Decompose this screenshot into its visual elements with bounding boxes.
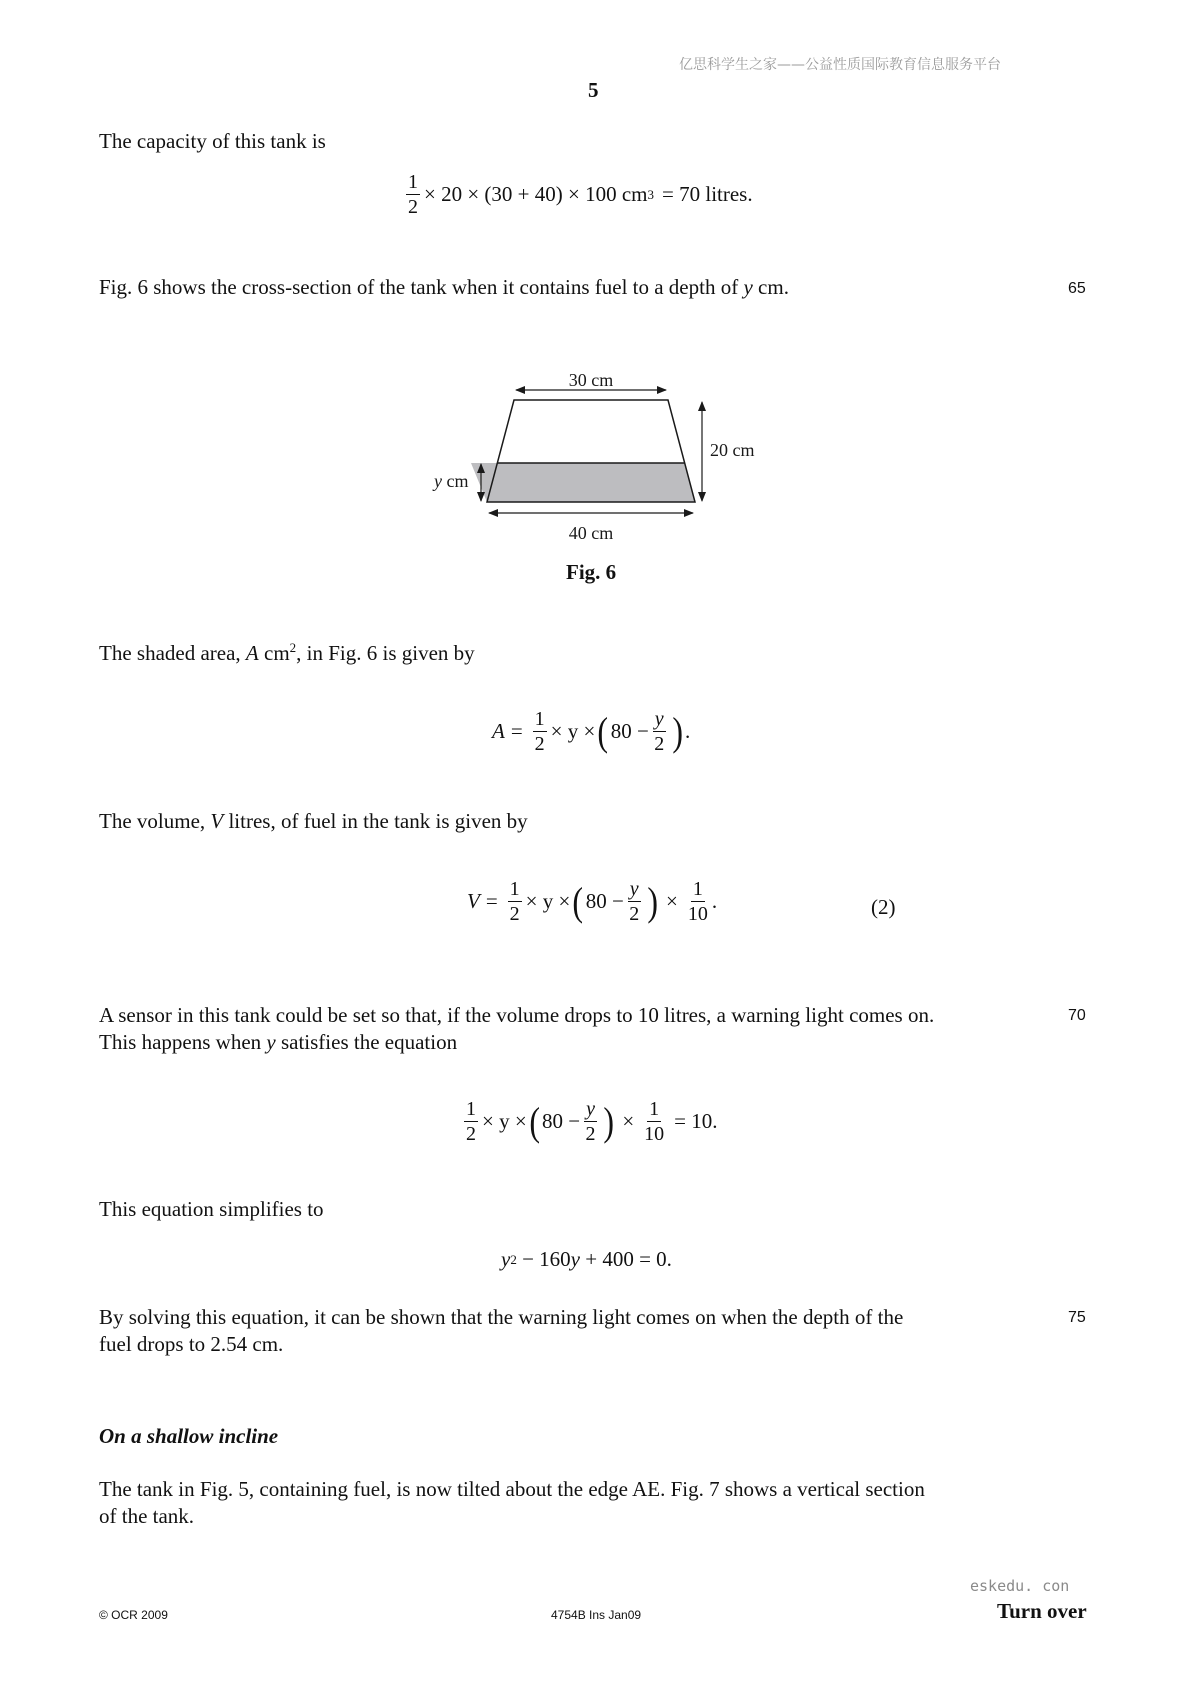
volume-intro [99,808,528,835]
volume-lhs: V [467,889,480,913]
sensor-line-2-end: satisfies the equation [280,1030,458,1054]
fuel-region [471,463,695,502]
fig6-intro-unit: cm. [758,275,789,299]
warning-end: = 10. [674,1109,718,1133]
area-equals: = [510,719,523,743]
footer-code: 4754B Ins Jan09 [551,1608,642,1622]
volume-end: . [711,889,718,913]
fraction-denominator: 2 [654,733,665,755]
shaded-intro-exponent: 2 [289,640,297,655]
warning-fraction-tenth [644,1099,664,1144]
capacity-result: = 70 litres. [662,182,753,206]
capacity-equation: $\frac{1}{2}$ × 20 × (30 + 40) × 100 cm 3 = 70 litres. [408,171,753,218]
warning-times-y: × y × [482,1109,527,1133]
volume-fraction-tenth [688,879,708,924]
fraction-denominator: 2 [509,903,520,925]
fraction-half [406,172,420,217]
fig6-intro [99,274,789,301]
right-paren: ) [672,708,683,754]
area-times-y: × y × [550,719,596,743]
quadratic-middle: − 160 [516,1247,571,1271]
sensor-paragraph [99,1002,934,1056]
line-number-65: 65 [1068,280,1086,297]
shaded-intro-variable: A [245,641,259,665]
fraction-denominator: 10 [687,903,708,925]
fraction-numerator: 1 [534,708,545,730]
volume-fraction-y-half [628,879,641,924]
sensor-line-1: A sensor in this tank could be set so that, if the volume drops to 10 litres, a warning light comes on. [99,1003,935,1027]
solving-line-2: fuel drops to 2.54 cm. [99,1332,284,1356]
solving-line-1: By solving this equation, it can be shown that the warning light comes on when the depth of the [99,1305,904,1329]
fraction-denominator: 2 [466,1123,476,1145]
fraction-numerator: 1 [692,878,703,900]
simplifies-text: This equation simplifies to [99,1197,324,1221]
depth-label-variable: y [434,471,442,491]
capacity-expression: × 20 × (30 + 40) × 100 cm [424,182,648,206]
volume-times-y: × y × [525,889,571,913]
shaded-intro-end: , in Fig. 6 is given by [296,641,475,665]
fraction-numerator: 1 [509,878,520,900]
depth-label-unit: cm [446,471,469,491]
fraction-numerator: y [654,708,664,730]
top-watermark: 亿思科学生之家——公益性质国际教育信息服务平台 [679,57,1001,73]
page-number: 5 [588,78,599,102]
tilt-paragraph [99,1476,925,1530]
fraction-numerator: 1 [466,1098,476,1120]
sensor-line-2-variable: y [266,1030,276,1054]
fraction-denominator: 2 [629,903,640,925]
bottom-dimension-label: 40 cm [568,523,614,543]
warning-fraction-y-half [584,1099,597,1144]
tilt-line-1: The tank in Fig. 5, containing fuel, is now tilted about the edge AE. Fig. 7 shows a vertical section [99,1477,925,1501]
shaded-intro-unit: cm [264,641,290,665]
fraction-numerator: y [586,1098,595,1120]
volume-intro-text: The volume, [99,809,206,833]
area-equation [492,709,690,754]
shaded-intro-text: The shaded area, [99,641,241,665]
left-paren: ( [572,878,584,924]
fig6-diagram [420,360,780,550]
fig6-intro-variable: y [743,275,753,299]
area-fraction-half [533,709,547,754]
fraction-numerator: 1 [649,1098,660,1120]
depth-label [432,471,469,491]
volume-intro-end: litres, of fuel in the tank is given by [228,809,528,833]
right-paren: ) [603,1098,614,1144]
fraction-numerator: y [629,878,639,900]
volume-inner: 80 − [585,889,624,913]
volume-fraction-half [508,879,522,924]
left-paren: ( [597,708,609,754]
quadratic-equation: y 2 − 160 y + 400 = 0. [501,1247,672,1271]
area-inner: 80 − [610,719,649,743]
footer-copyright: © OCR 2009 [99,1608,168,1622]
line-number-75: 75 [1068,1309,1086,1326]
solving-paragraph [99,1304,903,1358]
warning-fraction-half [464,1099,478,1144]
area-lhs: A [492,719,505,743]
fraction-denominator: 10 [644,1123,665,1145]
capacity-intro: The capacity of this tank is [99,129,326,153]
quadratic-y: y [501,1247,511,1271]
fig6-intro-text: Fig. 6 shows the cross-section of the tank when it contains fuel to a depth of [99,275,739,299]
fraction-numerator: 1 [408,171,418,193]
right-dimension-label: 20 cm [710,440,755,460]
fraction-denominator: 2 [585,1123,596,1145]
bottom-watermark: eskedu. con [970,1577,1070,1595]
fraction-denominator: 2 [534,733,545,755]
tilt-line-2: of the tank. [99,1504,195,1528]
sensor-line-2-text: This happens when [99,1030,262,1054]
left-paren: ( [529,1098,540,1144]
volume-equation [467,879,717,924]
area-end: . [685,719,691,743]
volume-intro-variable: V [210,809,224,833]
line-number-70: 70 [1068,1007,1086,1024]
equation-label: (2) [871,895,896,919]
turn-over: Turn over [997,1599,1087,1623]
section-heading: On a shallow incline [99,1424,279,1448]
warning-equation [460,1099,718,1144]
area-fraction-y-half [653,709,666,754]
volume-equals: = [485,889,498,913]
warning-inner: 80 − [542,1109,581,1133]
right-paren: ) [647,878,658,924]
fraction-denominator: 2 [408,196,418,218]
quadratic-end: + 400 = 0. [580,1247,672,1271]
quadratic-y-linear: y [570,1247,580,1271]
volume-times: × [666,889,678,913]
sensor-line-2 [99,1029,934,1056]
top-dimension-label: 30 cm [568,370,614,390]
warning-times: × [622,1109,635,1133]
shaded-area-intro [99,640,475,667]
figure-caption: Fig. 6 [566,560,617,584]
